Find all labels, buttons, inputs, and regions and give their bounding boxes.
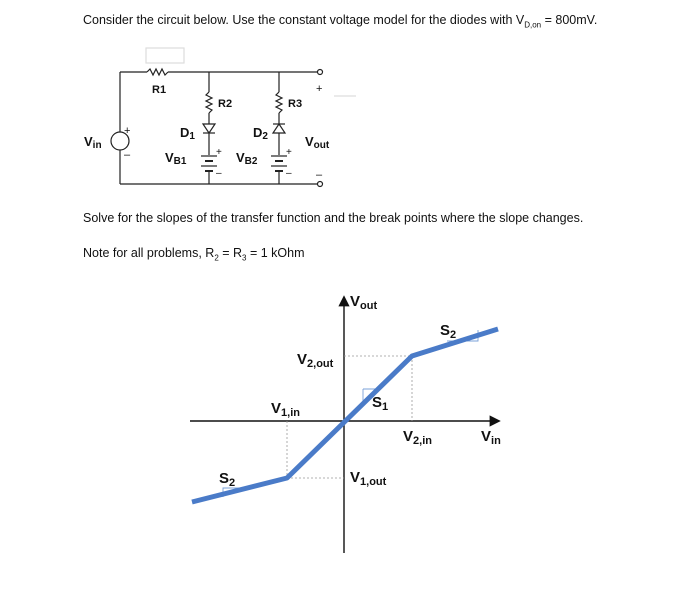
s2-top-label: $S_2$ — [440, 322, 457, 341]
s1-label: $S_1$ — [372, 394, 389, 413]
transfer-curve — [192, 329, 498, 502]
solve-prompt: Solve for the slopes of the transfer function and the break points where the slope changes. — [83, 211, 584, 225]
statement-sub: D,on — [524, 20, 542, 30]
s2-bottom-label: $S_2$ — [219, 470, 236, 489]
note-prefix: Note for all problems, R — [83, 246, 215, 260]
r3-label: R3 — [288, 98, 303, 110]
note-sub1: 2 — [214, 253, 219, 263]
v2in-label: $V_{2,in}$ — [403, 428, 432, 447]
vin-plus: + — [124, 125, 131, 137]
vb1-minus: – — [216, 168, 222, 179]
v1in-label: $V_{1,in}$ — [271, 400, 300, 419]
v2out-label: $V_{2,out}$ — [297, 351, 334, 370]
note-mid: = R — [218, 246, 243, 260]
r1-label: R1 — [152, 84, 167, 96]
note-suffix: = 1 kOhm — [246, 246, 305, 260]
d1-label: D1 — [180, 125, 195, 142]
statement-suffix: = 800mV. — [541, 13, 598, 27]
v1out-label: $V_{1,out}$ — [350, 469, 387, 488]
y-axis-label: $V_{out}$ — [350, 293, 378, 312]
vin-label: Vin — [84, 134, 102, 151]
vout-label: Vout — [305, 134, 330, 151]
vin-minus: – — [124, 149, 131, 161]
vout-plus: + — [316, 83, 323, 95]
vb2-minus: – — [286, 168, 292, 179]
vb2-label: VB2 — [236, 150, 258, 167]
r2-label: R2 — [218, 98, 233, 110]
vb1-plus: + — [216, 147, 222, 158]
x-axis-label: $V_{in}$ — [481, 428, 501, 447]
note-sub2: 3 — [242, 253, 247, 263]
statement-prefix: Consider the circuit below. Use the constant voltage model for the diodes with V — [83, 13, 525, 27]
d2-label: D2 — [253, 125, 268, 142]
vb2-plus: + — [286, 147, 292, 158]
vout-minus: – — [316, 169, 323, 181]
vb1-label: VB1 — [165, 150, 187, 167]
